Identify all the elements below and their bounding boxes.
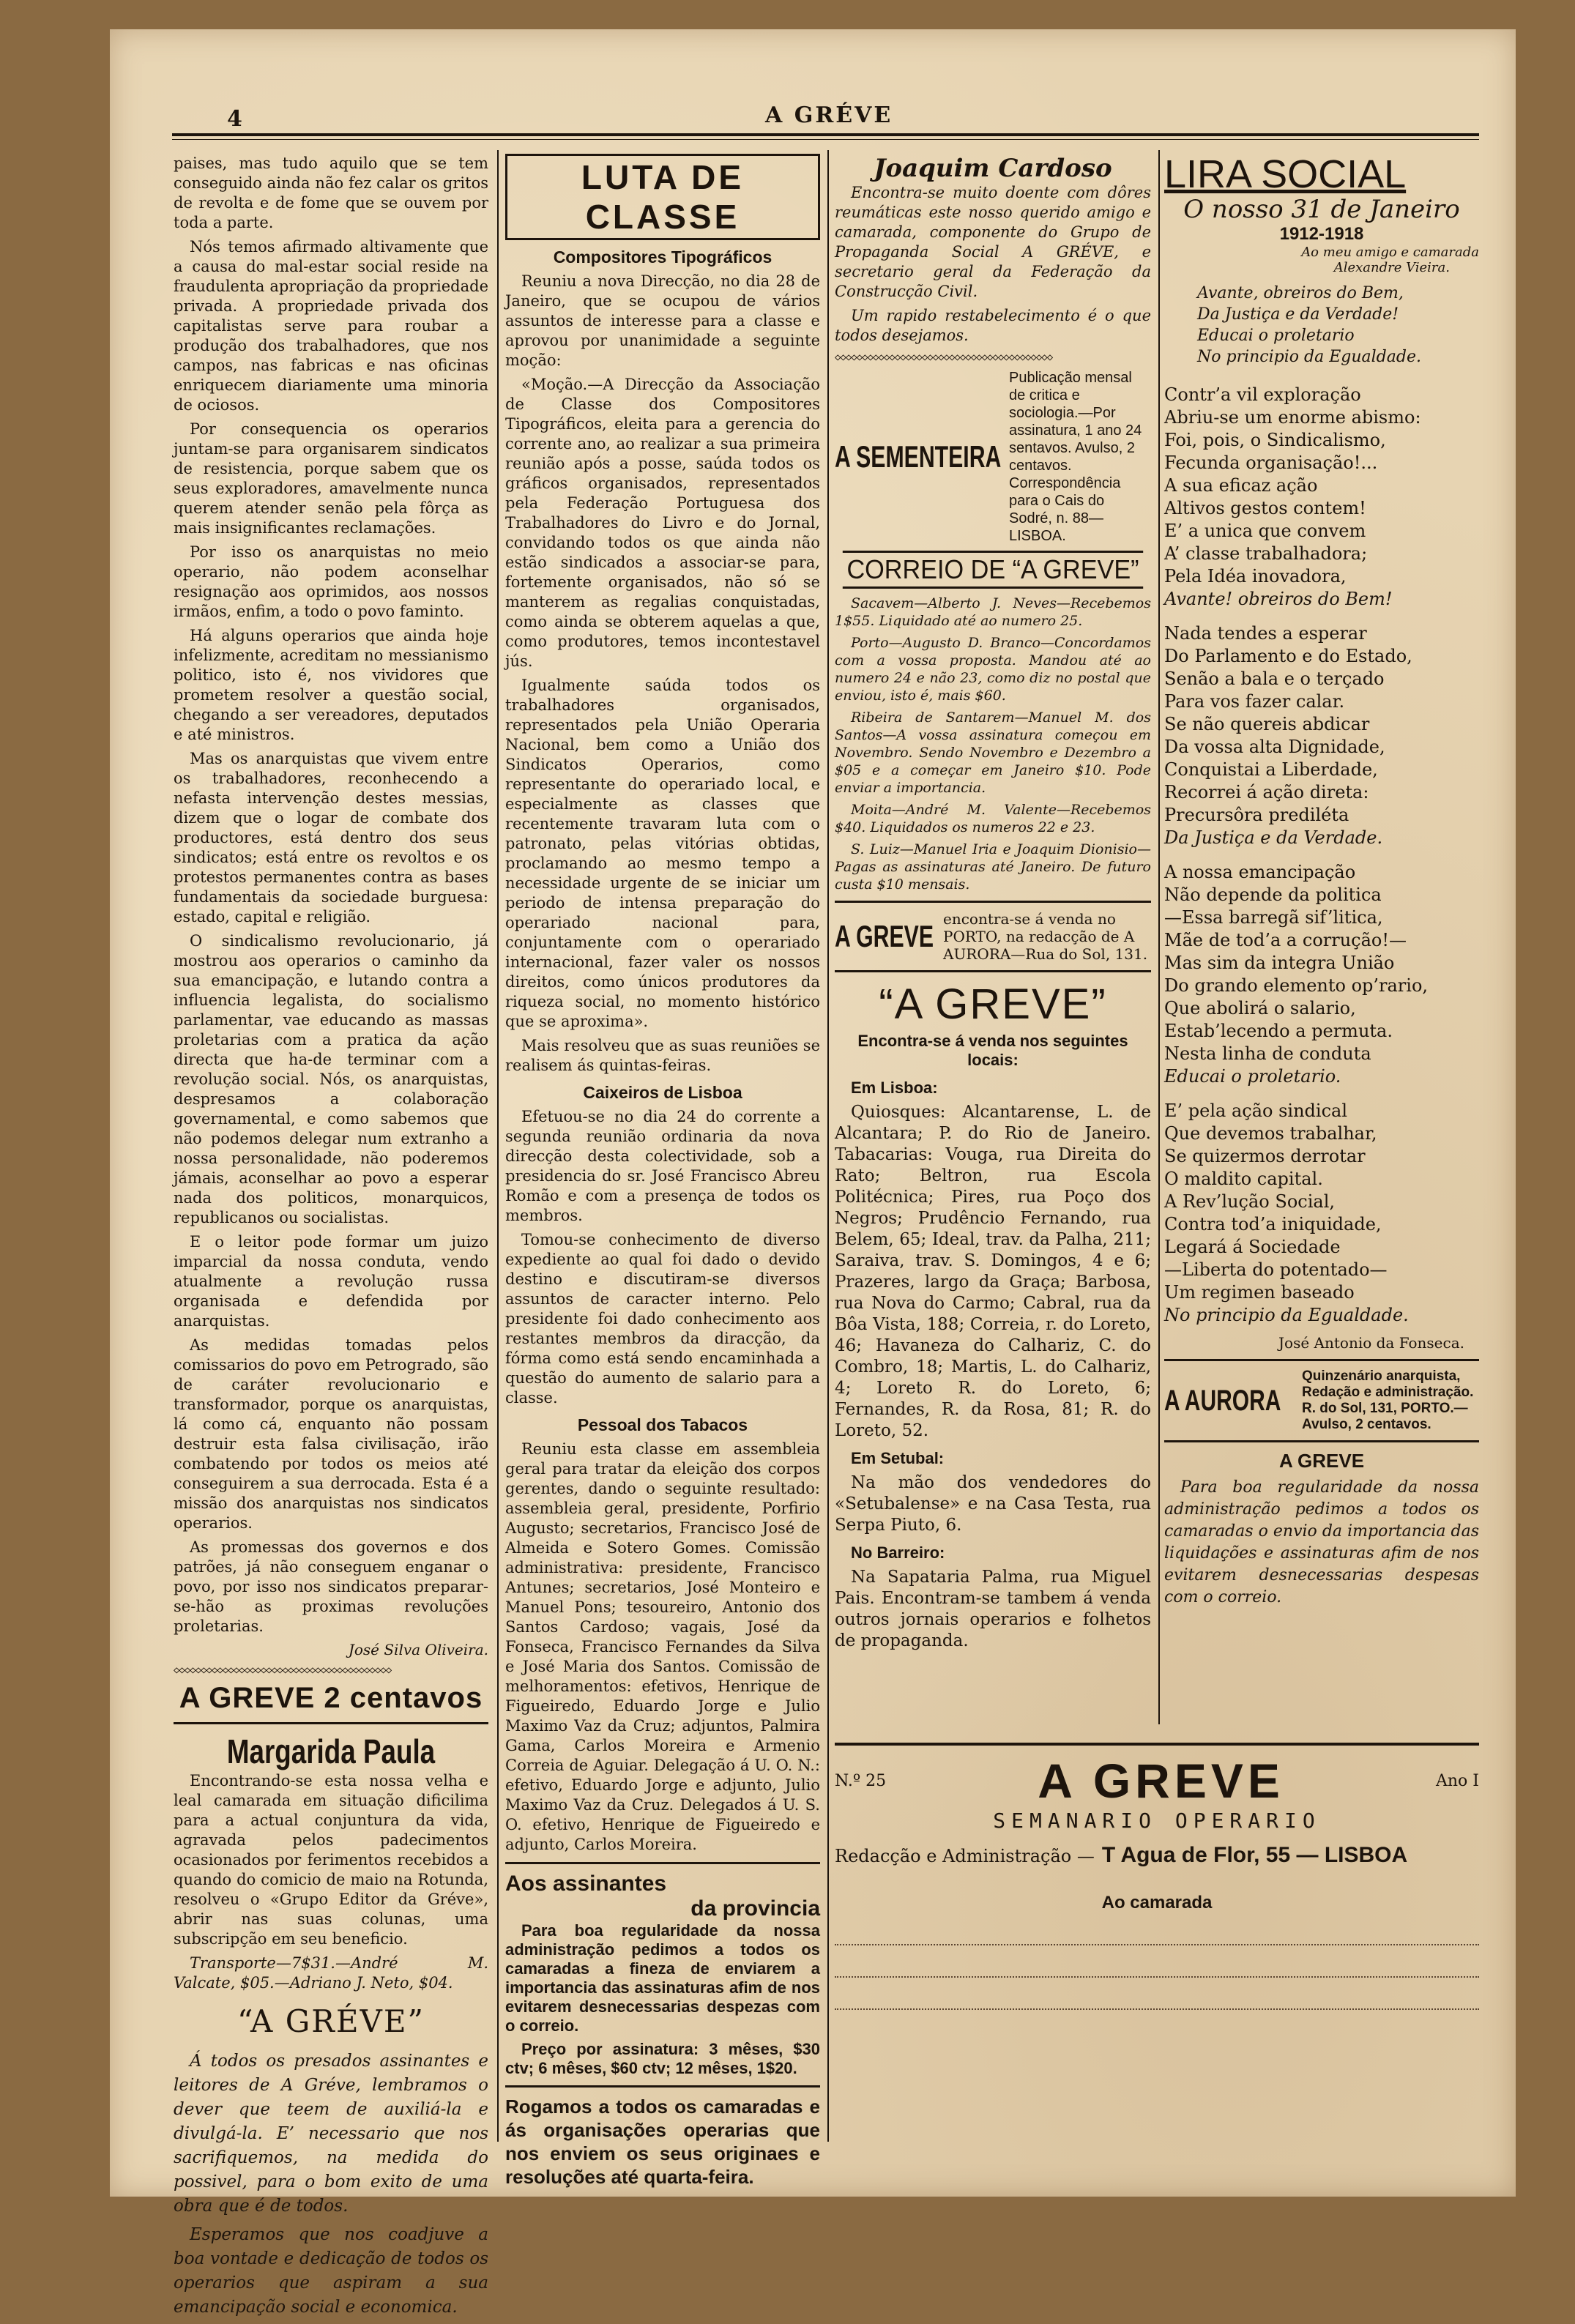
poem-dedication: Ao meu amigo e camarada [1301, 245, 1479, 260]
cardoso-paragraph: Um rapido restabelecimento é o que todos desejamos. [835, 307, 1151, 344]
poem-stanza [1164, 1100, 1479, 1327]
article-paragraph: As promessas dos governos e dos patrões, já não conseguem enganar o povo, por isso nos sindicatos preparar-se-hão as proximas revoluções proletarias. [174, 1538, 488, 1635]
column-divider [497, 150, 499, 2142]
porto-ad-text: encontra-se á venda no PORTO, na redacção de A AURORA—Rua do Sol, 131. [943, 910, 1148, 963]
venda-headline: “A GREVE” [879, 980, 1107, 1028]
venda-subheading: Encontra-se á venda nos seguintes locais: [857, 1032, 1128, 1069]
venda-locations: Na Sapataria Palma, rua Miguel Pais. Encontram-se tambem á venda outros jornais operarios e folhetos de propaganda. [835, 1568, 1151, 1650]
subscription-prices: Preço por assinatura: 3 mêses, $30 ctv; 6 mêses, $60 ctv; 12 mêses, 1$20. [505, 2040, 820, 2077]
article-paragraph: Mais resolveu que as suas reuniões se realisem ás quintas-feiras. [505, 1037, 820, 1074]
poem-line: Avante! obreiros do Bem! [1164, 589, 1393, 609]
poem-line: Pela Idéa inovadora, [1164, 566, 1347, 586]
address: T Agua de Flor, 55 — LISBOA [1101, 1843, 1408, 1867]
address-line [835, 1945, 1479, 1978]
poem-signature: José Antonio da Fonseca. [1278, 1334, 1464, 1352]
article-paragraph: E o leitor pode formar um juizo imparcial da nossa conduta, vendo atualmente a revolução russa organisada e defendida por anarquistas. [174, 1233, 488, 1330]
article-paragraph: Por isso os anarquistas no meio operario, não podem aconselhar resignação aos oprimidos, aos nossos irmãos, enfim, a todo o povo faminto. [174, 543, 488, 620]
section-rule [1164, 1359, 1479, 1361]
porto-ad-name: A GREVE [835, 919, 934, 953]
poem-line: Não depende da politica [1164, 884, 1382, 905]
poem-dedication: Alexandre Vieira. [1333, 260, 1450, 275]
column-3 [835, 154, 1151, 1656]
article-paragraph: «Moção.—A Direcção da Associação de Classe dos Compositores Tipográficos, eleita para a gerencia do corrente ano, ao realizar a sua primeira reunião após a posse, saúda todos os gráficos organisados, representados pela Federação Portuguesa dos Trabalhadores do Livro e do Jornal, convidando todos os que ainda não estão sindicados a associar-se para, fortemente organisados, não só se manterem as regalias conquistadas, como ainda se obterem aquelas a que, como produtores, temos incontestavel jús. [505, 376, 820, 670]
cardoso-paragraph: Encontra-se muito doente com dôres reumáticas este nosso querido amigo e camarada, componente do Grupo de Propaganda Social A GRÉVE, e secretario geral da Federação da Construcção Civil. [835, 184, 1151, 300]
correio-entry: Ribeira de Santarem—Manuel M. dos Santos—A vossa assinatura começou em Novembro. Sendo Novembro e Dezembro a $05 e a começar em Janeiro $10. Pode enviar a importancia. [835, 710, 1151, 796]
section-heading: Compositores Tipográficos [553, 247, 772, 267]
sementeira-ad [835, 369, 1151, 545]
poem-line: A Rev’lução Social, [1164, 1191, 1336, 1212]
article-paragraph: Por consequencia os operarios juntam-se para organisarem sindicatos de resistencia, porque sabem que os seus exploradores, amavelmente nunca querem atender senão pela fôrça as mais insignificantes reclamações. [174, 420, 488, 537]
section-rule [505, 2085, 820, 2087]
section-rule [835, 1743, 1479, 1746]
poem-line: A’ classe trabalhadora; [1164, 543, 1368, 564]
running-masthead: A GRÉVE [765, 103, 893, 128]
venda-locations: Na mão dos vendedores do «Setubalense» e na Casa Testa, rua Serpa Piuto, 6. [835, 1473, 1151, 1535]
lira-social-title: LIRA SOCIAL [1164, 152, 1407, 196]
correio-entry: Porto—Augusto D. Branco—Concordamos com a vossa proposta. Mandou até ao numero 24 e não 23, como diz no postal que enviou, isto é, mais $60. [835, 635, 1151, 704]
section-heading: Caixeiros de Lisboa [583, 1083, 742, 1102]
article-paragraph: Efetuou-se no dia 24 do corrente a segunda reunião ordinaria da nova direcção desta colectividade, sob a presidencia do sr. José Francisco Abreu Romão e com a presença de todos os membros. [505, 1108, 820, 1224]
poem-stanza [1164, 861, 1479, 1088]
correio-entry: Sacavem—Alberto J. Neves—Recebemos 1$55. Liquidado até ao numero 25. [835, 595, 1151, 629]
poem-stanza [1164, 384, 1479, 611]
article-paragraph: Há alguns operarios que ainda hoje infelizmente, acreditam no messianismo politico, isto é, nos vividores que prometem resolver a questão social, chegando a ser vereadores, deputados e até ministros. [174, 627, 488, 743]
poem-line: —Liberta do potentado— [1164, 1259, 1388, 1280]
poem-line: Que devemos trabalhar, [1164, 1123, 1377, 1144]
poem-line: O maldito capital. [1164, 1169, 1323, 1189]
poem-line: Precursôra prediléta [1164, 805, 1349, 825]
poem-line: Mas sim da integra União [1164, 953, 1395, 973]
poem-line: Da vossa alta Dignidade, [1164, 737, 1385, 757]
poem-line: Um regimen baseado [1164, 1282, 1355, 1303]
poem-line: Que abolirá o salario, [1164, 998, 1356, 1018]
poem-line: Avante, obreiros do Bem, [1197, 284, 1404, 302]
article-paragraph: Nós temos afirmado altivamente que a causa do mal-estar social reside na fraudulenta apropriação da propriedade privada. A propriedade privada dos capitalistas serve para roubar a produção dos trabalhadores, que nos campos, nas fabricas e nas oficinas enriquecem diariamente uma minoria de ociosos. [174, 238, 488, 414]
address-label: Redacção e Administração — [835, 1846, 1095, 1866]
article-paragraph: Igualmente saúda todos os trabalhadores organisados, representados pela União Operaria Nacional, bem como a União dos Sindicatos Operarios, como representante do operariado local, e especialmente as classes que recentemente travaram luta com o patronato, pelas vitórias obtidas, proclamando ao mesmo tempo a necessidade urgente de se iniciar um periodo de intensa preparação do operariado nacional para, conjuntamente com o operariado internacional, fazer valer os nossos direitos, como únicos produtores da riqueza social, no momento histórico que se aproxima». [505, 677, 820, 1030]
address-line [835, 1913, 1479, 1945]
poem-line: A nossa emancipação [1164, 862, 1356, 882]
poem-line: Da Justiça e da Verdade! [1197, 305, 1399, 324]
aurora-name: A AURORA [1164, 1384, 1281, 1417]
section-rule [174, 1722, 488, 1724]
luta-de-classe-header: LUTA DE CLASSE [505, 154, 820, 240]
agreve-headline: “A GRÉVE” [237, 2003, 425, 2039]
poem-stanza [1164, 622, 1479, 849]
subscription-slip [835, 1735, 1479, 2010]
poem-line: —Essa barregã sif’litica, [1164, 907, 1383, 928]
aurora-text: Quinzenário anarquista, Redação e administração. R. do Sol, 131, PORTO.—Avulso, 2 centavos. [1302, 1368, 1474, 1432]
rogamos-notice: Rogamos a todos os camaradas e ás organisações operarias que nos enviem os seus originaes e resoluções até quarta-feira. [505, 2096, 820, 2188]
poem-line: Educai o proletario [1197, 327, 1355, 345]
greve-notice-text: Para boa regularidade da nossa administração pedimos a todos os camaradas o envio da importancia das liquidações e assinaturas afim de nos evitarem desnecessarias despesas com o correio. [1164, 1478, 1479, 1606]
poem-line: Estab’lecendo a permuta. [1164, 1021, 1393, 1041]
article-paragraph: Reuniu esta classe em assembleia geral para tratar da eleição dos corpos gerentes, dando o seguinte resultado: assembleia geral, presidente, Porfirio Augusto; secretarios, Francisco José de Almeida e Sotero Gomes. Comissão administrativa: presidente, Francisco Antunes; secretarios, José Monteiro e Manuel Pons; tesoureiro, Antonio dos Santos Cardoso; vagais, José da Fonseca, Francisco Fernandes da Silva e José Maria dos Santos. Comissão de melhoramentos: efetivos, Henrique de Figueiredo, Eduardo Jorge e Julio Maximo Vaz da Cruz; adjuntos, Palmira Gama, Carlos Moreira e Armenio Correia de Aguiar. Delegação á U. O. N.: efetivo, Eduardo Jorge e adjunto, Julio Maximo Vaz da Cruz. Delegados á U. S. O. efetivo, Henrique de Figueiredo e adjunto, Carlos Moreira. [505, 1440, 820, 1853]
poem-title: O nosso 31 de Janeiro [1183, 195, 1460, 224]
issue-number: N.º 25 [835, 1771, 887, 1790]
poem-line: Contr’a vil exploração [1164, 384, 1361, 405]
header-rule [172, 133, 1479, 136]
poem-line: E’ pela ação sindical [1164, 1100, 1348, 1121]
section-rule [835, 901, 1151, 903]
poem-line: E’ a unica que convem [1164, 521, 1366, 541]
agreve-paragraph: Esperamos que nos coadjuve a boa vontade e dedicação de todos os operarios que aspiram a sua emancipação social e economica. [174, 2225, 488, 2317]
column-divider [1158, 150, 1160, 1724]
poem-line: Nada tendes a esperar [1164, 623, 1367, 644]
correio-entry: S. Luiz—Manuel Iria e Joaquim Dionisio—Pagas as assinaturas até Janeiro. De futuro custa $10 mensais. [835, 841, 1151, 893]
porto-ad [835, 910, 1151, 963]
agreve-paragraph: Á todos os presados assinantes e leitores de A Gréve, lembramos o dever que teem de auxiliá-la e divulgá-la. E’ necessario que nos sacrifiquemos, na medida do possivel, para o bom exito de uma obra que é de todos. [174, 2052, 488, 2216]
section-heading: Pessoal dos Tabacos [577, 1415, 748, 1434]
poem-line: A sua eficaz ação [1164, 475, 1318, 496]
column-2 [505, 154, 820, 2193]
article-paragraph: Mas os anarquistas que vivem entre os trabalhadores, reconhecendo a nefasta intervenção destes messias, dizem que o logar de combate dos productores, está dentro dos seus sindicatos; está entre os revoltos e os protestos permanentes contra as bases fundamentais da sociedade burguesa: estado, capital e religião. [174, 750, 488, 925]
section-rule [1164, 1440, 1479, 1442]
sementeira-name: A SEMENTEIRA [835, 439, 1002, 474]
correio-header: CORREIO DE “A GREVE” [843, 551, 1143, 589]
poem-years: 1912-1918 [1279, 224, 1364, 244]
correio-entry: Moita—André M. Valente—Recebemos $40. Liquidados os numeros 22 e 23. [835, 802, 1151, 835]
issue-year: Ano I [1435, 1771, 1479, 1790]
poem-line: Se quizermos derrotar [1164, 1146, 1366, 1166]
poem-line: Senão a bala e o terçado [1164, 668, 1385, 689]
article-paragraph: Reuniu a nova Direcção, no dia 28 de Janeiro, que se ocupou de vários assuntos de interesse para a classe e aprovou por unanimidade a seguinte moção: [505, 272, 820, 369]
margarida-headline: Margarida Paula [226, 1732, 436, 1770]
poem-line: Contra tod’a iniquidade, [1164, 1214, 1382, 1234]
address-line [835, 1978, 1479, 2010]
article-paragraph: As medidas tomadas pelos comissarios do povo em Petrogrado, são de caráter revolucionario e transformador, porque os anarquistas, lá como cá, enquanto não possam destruir esta falsa civilisação, irão combatendo por todos os meios até conseguirem a sua derrocada. Esta é a missão dos anarquistas nos sindicatos operarios. [174, 1336, 488, 1532]
column-divider [827, 150, 829, 2142]
poem-line: Se não quereis abdicar [1164, 714, 1370, 734]
assinantes-heading-2: da provincia [690, 1896, 820, 1921]
poem-line: Legará á Sociedade [1164, 1237, 1341, 1257]
venda-section-head: No Barreiro: [851, 1543, 945, 1562]
page-number: 4 [227, 106, 242, 132]
column-1 [174, 154, 488, 2324]
article-signature: José Silva Oliveira. [348, 1641, 488, 1658]
poem-line: Da Justiça e da Verdade. [1164, 827, 1383, 848]
sementeira-text: Publicação mensal de critica e sociologia.—Por assinatura, 1 ano 24 sentavos. Avulso, 2 centavos. Correspondência para o Cais do Sodré, n. 88—LISBOA. [1009, 370, 1142, 544]
poem-line: Do Parlamento e do Estado, [1164, 646, 1412, 666]
section-rule [505, 1862, 820, 1864]
column-4 [1164, 154, 1479, 1613]
ao-camarada-label: Ao camarada [1101, 1893, 1213, 1913]
poem-line: Altivos gestos contem! [1164, 498, 1366, 518]
poem-line: Recorrei á ação direta: [1164, 782, 1369, 802]
poem-line: Para vos fazer calar. [1164, 691, 1345, 712]
poem-line: No principio da Egualdade. [1197, 348, 1421, 366]
poem-line: Conquistai a Liberdade, [1164, 759, 1378, 780]
poem-line: Do grando elemento op’rario, [1164, 975, 1429, 996]
venda-section-head: Em Lisboa: [851, 1079, 938, 1097]
poem-line: Abriu-se um enorme abismo: [1164, 407, 1421, 428]
article-paragraph: O sindicalismo revolucionario, já mostrou aos operarios o caminho da sua emancipação, e lutando contra a influencia legalista, do socialismo parlamentar, vae educando as massas proletarias com a pratica da ação directa que ha-de terminar com a revolução social. Nós, os anarquistas, despresamos a colaboração governamental, e como sabemos que não podemos delegar num extranho a nossa personalidade, não poderemos jámais, aconselhar ao povo a esperar nada dos politicos, monarquicos, republicanos ou socialistas. [174, 932, 488, 1226]
poem-line: Foi, pois, o Sindicalismo, [1164, 430, 1386, 450]
greve-notice-title: A GREVE [1278, 1450, 1365, 1472]
ornament-divider: ◇◇◇◇◇◇◇◇◇◇◇◇◇◇◇◇◇◇◇◇◇◇◇◇◇◇◇◇◇◇◇◇◇◇◇◇◇◇◇◇ [835, 351, 1053, 363]
assinantes-heading: Aos assinantes [505, 1872, 667, 1896]
poem-line: Mãe de tod’a a corrução!— [1164, 930, 1407, 950]
margarida-paragraph: Encontrando-se esta nossa velha e leal camarada em situação dificilima para a actual conjuntura da vida, agravada pelos padecimentos ocasionados por ferimentos recebidos a quando do comicio de maio na Rotunda, resolveu o «Grupo Editor da Gréve», abrir nas suas colunas, uma subscripção em seu beneficio. [174, 1772, 488, 1948]
subscription-list: Transporte—7$31.—André M. Valcate, $05.—Adriano J. Neto, $04. [174, 1954, 488, 1992]
poem-line: No principio da Egualdade. [1164, 1305, 1409, 1325]
ornament-divider: ◇◇◇◇◇◇◇◇◇◇◇◇◇◇◇◇◇◇◇◇◇◇◇◇◇◇◇◇◇◇◇◇◇◇◇◇◇◇◇◇ [174, 1664, 392, 1676]
poem-line: Nesta linha de conduta [1164, 1043, 1371, 1064]
section-rule [835, 970, 1151, 972]
venda-locations: Quiosques: Alcantarense, L. de Alcantara; P. do Rio de Janeiro. Tabacarias: Vouga, rua Direita do Rato; Beltron, rua Escola Politécnica; Pires, rua Poço dos Negros; Prudêncio Fernando, rua Belem, 65; Ideal, trav. da Palha, 211; Saraiva, trav. S. Domingos, 4 e 6; Prazeres, largo da Graça; Barbosa, rua Nova do Carmo; Cabral, rua da Bôa Vista, 188; Correia, r. do Loreto, 46; Havaneza do Calhariz, C. do Combro, 18; Martis, L. do Calhariz, 4; Loreto R. do Loreto, 6; Fernandes, R. da Rosa, 81; R. do Loreto, 52. [835, 1103, 1151, 1440]
assinantes-paragraph: Para boa regularidade da nossa administração pedimos a todos os camaradas a fineza de enviarem a importancia das assinaturas afim de nos evitarem desnecessarias despezas com o correio. [505, 1921, 820, 2035]
price-banner: A GREVE 2 centavos [179, 1682, 483, 1714]
article-paragraph: paises, mas tudo aquilo que se tem conseguido ainda não fez calar os gritos de revolta e de fome que se ouvem por toda a parte. [174, 154, 488, 231]
footer-subtitle: SEMANARIO OPERARIO [993, 1809, 1321, 1833]
venda-section-head: Em Setubal: [851, 1449, 945, 1467]
poem-line: Fecunda organisação!... [1164, 452, 1378, 473]
header-rule-thin [172, 139, 1479, 140]
poem-line: Educai o proletario. [1164, 1066, 1341, 1087]
cardoso-headline: Joaquim Cardoso [874, 154, 1112, 183]
footer-masthead: A GREVE [1038, 1754, 1284, 1808]
poem-epigraph [1164, 283, 1479, 368]
article-paragraph: Tomou-se conhecimento de diverso expediente ao qual foi dado o devido destino e discutiram-se diversos assuntos de caracter interno. Pelo presidente foi dado conhecimento aos restantes membros da diracção, da fórma como está sendo encaminhada a questão do aumento de salario para a classe. [505, 1231, 820, 1407]
aurora-ad [1164, 1368, 1479, 1433]
